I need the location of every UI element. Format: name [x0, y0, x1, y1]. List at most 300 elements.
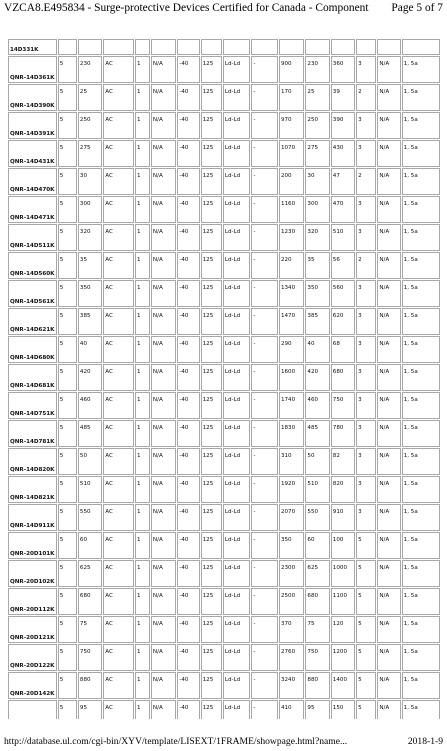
table-cell: - [251, 308, 278, 335]
page-url: http://database.ul.com/cgi-bin/XYV/template/LISEXT/1FRAME/showpage.html?name... [4, 736, 348, 747]
model-cell: QNR-14D471K [8, 196, 57, 223]
table-cell: 5 [356, 700, 376, 719]
table-cell: 1, 5a [402, 196, 440, 223]
model-cell: QNR-14D431K [8, 140, 57, 167]
table-cell: 1, 5a [402, 504, 440, 531]
table-cell: 1, 5a [402, 280, 440, 307]
table-cell: 625 [305, 560, 329, 587]
model-cell: QNR-14D821K [8, 476, 57, 503]
table-cell: 125 [201, 252, 222, 279]
table-cell: 1600 [279, 364, 304, 391]
table-cell: 910 [331, 504, 355, 531]
table-cell: 2 [356, 168, 376, 195]
table-cell: 1 [135, 196, 150, 223]
table-cell: Ld-Ld [223, 252, 251, 279]
table-cell: 5 [58, 672, 77, 699]
table-cell: 35 [78, 252, 102, 279]
table-row [8, 56, 440, 83]
table-cell: 510 [305, 476, 329, 503]
table-cell: 485 [78, 420, 102, 447]
table-cell: 1830 [279, 420, 304, 447]
table-cell: 510 [331, 224, 355, 251]
table-cell: N/A [151, 644, 176, 671]
table-cell: 5 [58, 308, 77, 335]
table-cell: -40 [177, 364, 199, 391]
table-row [8, 336, 440, 363]
table-cell: 390 [331, 112, 355, 139]
table-cell: 3 [356, 420, 376, 447]
table-cell: Ld-Ld [223, 140, 251, 167]
table-cell: 5 [58, 252, 77, 279]
table-cell: 290 [279, 336, 304, 363]
table-cell: N/A [151, 392, 176, 419]
table-cell: 40 [78, 336, 102, 363]
table-cell: 1, 5a [402, 364, 440, 391]
table-cell: 1 [135, 112, 150, 139]
table-row [8, 504, 440, 531]
table-cell: 275 [78, 140, 102, 167]
table-row [8, 392, 440, 419]
table-cell: 1, 5a [402, 420, 440, 447]
table-cell: 1 [135, 504, 150, 531]
model-cell: QNR-20D102K [8, 560, 57, 587]
table-cell: 1 [135, 280, 150, 307]
table-cell: 1, 5a [402, 56, 440, 83]
model-cell [8, 700, 57, 719]
table-row [8, 644, 440, 671]
table-cell: 3 [356, 392, 376, 419]
table-cell: 30 [78, 168, 102, 195]
table-row [8, 364, 440, 391]
table-cell: 1 [135, 336, 150, 363]
table-cell: 1200 [331, 644, 355, 671]
table-cell: 5 [356, 532, 376, 559]
table-cell: 1, 5a [402, 672, 440, 699]
table-cell: 820 [331, 476, 355, 503]
table-cell: N/A [151, 168, 176, 195]
table-cell: N/A [151, 588, 176, 615]
table-cell: Ld-Ld [223, 112, 251, 139]
table-cell: 1, 5a [402, 140, 440, 167]
table-cell: 3 [356, 364, 376, 391]
table-cell: 30 [305, 168, 329, 195]
table-cell: AC [103, 700, 134, 719]
table-cell: -40 [177, 168, 199, 195]
table-cell: AC [103, 168, 134, 195]
table-cell [223, 39, 251, 55]
table-cell: 125 [201, 672, 222, 699]
table-cell: 1 [135, 140, 150, 167]
table-cell: Ld-Ld [223, 168, 251, 195]
table-row [8, 252, 440, 279]
table-cell [135, 39, 150, 55]
table-cell: 5 [58, 168, 77, 195]
table-cell: -40 [177, 644, 199, 671]
table-cell: 1160 [279, 196, 304, 223]
table-cell: 750 [78, 644, 102, 671]
table-cell: 1, 5a [402, 84, 440, 111]
table-cell: 1000 [331, 560, 355, 587]
table-cell: 900 [279, 56, 304, 83]
table-cell: 750 [331, 392, 355, 419]
table-cell: 125 [201, 560, 222, 587]
table-cell: N/A [377, 504, 400, 531]
table-cell: 5 [58, 112, 77, 139]
table-cell: 125 [201, 56, 222, 83]
table-cell: 220 [279, 252, 304, 279]
table-cell: 5 [58, 532, 77, 559]
table-cell: 5 [58, 56, 77, 83]
table-cell [177, 39, 199, 55]
table-cell: - [251, 588, 278, 615]
table-cell: Ld-Ld [223, 588, 251, 615]
table-cell: Ld-Ld [223, 476, 251, 503]
table-cell [58, 39, 77, 55]
table-cell: 275 [305, 140, 329, 167]
table-cell: 780 [331, 420, 355, 447]
table-cell: 125 [201, 364, 222, 391]
table-cell: N/A [151, 84, 176, 111]
table-cell: AC [103, 392, 134, 419]
table-cell: 125 [201, 504, 222, 531]
table-cell: 170 [279, 84, 304, 111]
table-cell: 47 [331, 168, 355, 195]
table-cell: 350 [78, 280, 102, 307]
model-cell: QNR-20D101K [8, 532, 57, 559]
table-cell: 125 [201, 308, 222, 335]
table-cell: N/A [377, 56, 400, 83]
table-cell: 460 [78, 392, 102, 419]
table-cell: N/A [377, 280, 400, 307]
model-cell: QNR-14D820K [8, 448, 57, 475]
table-cell: 5 [58, 196, 77, 223]
table-cell: 5 [58, 364, 77, 391]
table-cell: N/A [151, 448, 176, 475]
table-cell: 125 [201, 448, 222, 475]
table-cell: 2070 [279, 504, 304, 531]
table-cell: Ld-Ld [223, 700, 251, 719]
component-table-container [7, 38, 443, 719]
table-cell: - [251, 112, 278, 139]
table-cell: 5 [356, 588, 376, 615]
table-cell: 1920 [279, 476, 304, 503]
table-cell: N/A [377, 224, 400, 251]
table-cell: N/A [377, 476, 400, 503]
table-cell: 25 [78, 84, 102, 111]
table-cell: 3 [356, 140, 376, 167]
table-cell: N/A [377, 420, 400, 447]
table-cell: 120 [331, 616, 355, 643]
document-title: VZCA8.E495834 - Surge-protective Devices Certified for Canada - Component [4, 2, 369, 14]
table-cell: N/A [377, 308, 400, 335]
table-cell: 60 [78, 532, 102, 559]
print-header [4, 2, 443, 18]
table-cell: 680 [331, 364, 355, 391]
table-cell: -40 [177, 336, 199, 363]
table-cell: N/A [151, 504, 176, 531]
table-cell: -40 [177, 532, 199, 559]
table-cell: 56 [331, 252, 355, 279]
table-cell: N/A [377, 336, 400, 363]
table-cell: 5 [58, 616, 77, 643]
table-cell: AC [103, 644, 134, 671]
table-cell: N/A [151, 56, 176, 83]
table-cell: 1 [135, 532, 150, 559]
table-cell: 5 [58, 420, 77, 447]
table-cell: 3 [356, 224, 376, 251]
table-cell: N/A [377, 672, 400, 699]
table-cell: 310 [279, 448, 304, 475]
table-cell: 5 [356, 560, 376, 587]
table-cell: 250 [305, 112, 329, 139]
table-cell: 2300 [279, 560, 304, 587]
table-cell [279, 39, 304, 55]
table-cell: N/A [377, 168, 400, 195]
table-cell: Ld-Ld [223, 56, 251, 83]
table-cell: 385 [305, 308, 329, 335]
table-cell: 350 [305, 280, 329, 307]
table-cell: - [251, 616, 278, 643]
table-cell: 200 [279, 168, 304, 195]
model-cell: QNR-14D390K [8, 84, 57, 111]
table-cell: AC [103, 672, 134, 699]
table-cell: 750 [305, 644, 329, 671]
table-cell: 620 [331, 308, 355, 335]
table-cell: N/A [151, 616, 176, 643]
table-cell: 40 [305, 336, 329, 363]
table-cell: 485 [305, 420, 329, 447]
table-cell: 125 [201, 224, 222, 251]
table-cell: AC [103, 308, 134, 335]
print-date: 2018-1-9 [407, 736, 443, 747]
table-cell: Ld-Ld [223, 336, 251, 363]
table-cell: 3 [356, 56, 376, 83]
table-cell: N/A [151, 532, 176, 559]
table-row [8, 308, 440, 335]
table-cell: 5 [58, 280, 77, 307]
table-cell: -40 [177, 112, 199, 139]
table-cell: 1, 5a [402, 644, 440, 671]
table-row [8, 588, 440, 615]
model-cell: QNR-20D121K [8, 616, 57, 643]
table-cell: 1 [135, 616, 150, 643]
table-cell: 5 [58, 504, 77, 531]
table-cell: 3240 [279, 672, 304, 699]
model-cell: QNR-14D781K [8, 420, 57, 447]
table-row [8, 616, 440, 643]
table-cell: - [251, 476, 278, 503]
table-cell: - [251, 336, 278, 363]
model-cell: QNR-14D621K [8, 308, 57, 335]
table-cell: 1, 5a [402, 308, 440, 335]
table-row [8, 224, 440, 251]
table-cell: N/A [151, 308, 176, 335]
table-cell: Ld-Ld [223, 392, 251, 419]
table-cell: AC [103, 280, 134, 307]
model-cell: QNR-20D122K [8, 644, 57, 671]
table-cell: AC [103, 196, 134, 223]
table-cell: -40 [177, 476, 199, 503]
table-cell: 3 [356, 504, 376, 531]
table-cell: 75 [78, 616, 102, 643]
table-cell: -40 [177, 280, 199, 307]
table-cell: Ld-Ld [223, 196, 251, 223]
table-cell: 1 [135, 168, 150, 195]
table-cell: -40 [177, 588, 199, 615]
model-cell: QNR-14D681K [8, 364, 57, 391]
page-number: Page 5 of 7 [391, 2, 443, 14]
table-cell: 1, 5a [402, 560, 440, 587]
table-cell: 320 [305, 224, 329, 251]
table-cell: 1400 [331, 672, 355, 699]
table-cell: 2 [356, 252, 376, 279]
table-cell: 68 [331, 336, 355, 363]
table-cell: 1 [135, 700, 150, 719]
table-cell: -40 [177, 700, 199, 719]
table-cell: 1 [135, 560, 150, 587]
table-cell: 150 [331, 700, 355, 719]
table-cell: 2 [356, 84, 376, 111]
table-cell: 880 [78, 672, 102, 699]
table-cell: -40 [177, 308, 199, 335]
model-cell: QNR-14D911K [8, 504, 57, 531]
table-cell: 420 [78, 364, 102, 391]
table-cell: 125 [201, 280, 222, 307]
table-cell: Ld-Ld [223, 364, 251, 391]
table-cell [305, 39, 329, 55]
model-cell: QNR-14D680K [8, 336, 57, 363]
table-cell: N/A [377, 644, 400, 671]
table-cell: -40 [177, 252, 199, 279]
table-cell: 550 [305, 504, 329, 531]
table-cell: 1, 5a [402, 532, 440, 559]
table-cell: 1, 5a [402, 616, 440, 643]
table-cell: 230 [78, 56, 102, 83]
table-cell: - [251, 56, 278, 83]
table-cell: AC [103, 224, 134, 251]
table-cell: Ld-Ld [223, 420, 251, 447]
table-cell: 1 [135, 392, 150, 419]
table-row [8, 420, 440, 447]
table-cell: AC [103, 420, 134, 447]
table-cell: 385 [78, 308, 102, 335]
table-cell: N/A [151, 364, 176, 391]
table-cell: 1, 5a [402, 252, 440, 279]
table-cell: 350 [279, 532, 304, 559]
table-cell: AC [103, 336, 134, 363]
table-cell: -40 [177, 196, 199, 223]
table-row [8, 560, 440, 587]
table-cell: N/A [151, 252, 176, 279]
table-cell: 1 [135, 224, 150, 251]
table-cell: 125 [201, 532, 222, 559]
table-cell: N/A [377, 84, 400, 111]
table-cell [331, 39, 355, 55]
table-cell: - [251, 392, 278, 419]
table-cell: 5 [58, 560, 77, 587]
table-cell: 95 [305, 700, 329, 719]
table-cell: 625 [78, 560, 102, 587]
table-cell [251, 39, 278, 55]
table-cell: 370 [279, 616, 304, 643]
table-cell: 125 [201, 112, 222, 139]
table-cell: N/A [377, 616, 400, 643]
component-table-body [8, 39, 440, 719]
table-cell [402, 39, 440, 55]
table-cell: 1 [135, 308, 150, 335]
table-cell: 230 [305, 56, 329, 83]
table-cell: N/A [377, 532, 400, 559]
table-cell: 1, 5a [402, 448, 440, 475]
table-cell: AC [103, 112, 134, 139]
table-cell: 5 [58, 448, 77, 475]
table-cell: AC [103, 504, 134, 531]
table-cell: 250 [78, 112, 102, 139]
print-footer [4, 736, 443, 748]
table-cell: - [251, 168, 278, 195]
table-cell: AC [103, 532, 134, 559]
table-cell: 510 [78, 476, 102, 503]
table-cell: 320 [78, 224, 102, 251]
table-cell: Ld-Ld [223, 280, 251, 307]
table-cell: - [251, 560, 278, 587]
table-cell: N/A [151, 672, 176, 699]
table-cell: 1, 5a [402, 168, 440, 195]
table-cell: - [251, 644, 278, 671]
table-cell [78, 39, 102, 55]
table-cell: - [251, 420, 278, 447]
table-cell: 300 [305, 196, 329, 223]
model-cell: QNR-14D560K [8, 252, 57, 279]
table-cell [377, 39, 400, 55]
table-cell: 1 [135, 252, 150, 279]
table-cell: 1 [135, 476, 150, 503]
table-cell: 460 [305, 392, 329, 419]
table-cell: 5 [58, 140, 77, 167]
model-cell: QNR-20D142K [8, 672, 57, 699]
table-cell: - [251, 224, 278, 251]
table-row [8, 196, 440, 223]
table-cell: N/A [377, 364, 400, 391]
table-cell: 5 [58, 700, 77, 719]
table-cell: 420 [305, 364, 329, 391]
model-cell: QNR-14D751K [8, 392, 57, 419]
table-cell: 470 [331, 196, 355, 223]
table-cell: 880 [305, 672, 329, 699]
table-cell: N/A [151, 420, 176, 447]
table-cell: 430 [331, 140, 355, 167]
table-cell: - [251, 252, 278, 279]
table-cell: 125 [201, 644, 222, 671]
table-cell: 680 [305, 588, 329, 615]
table-cell: N/A [151, 476, 176, 503]
table-cell: 1 [135, 84, 150, 111]
table-cell: - [251, 504, 278, 531]
table-cell: N/A [151, 560, 176, 587]
table-cell: 5 [58, 588, 77, 615]
table-cell: 1 [135, 672, 150, 699]
table-cell: 5 [356, 672, 376, 699]
table-cell: N/A [377, 140, 400, 167]
table-cell: N/A [377, 448, 400, 475]
table-cell: 1, 5a [402, 392, 440, 419]
table-cell: AC [103, 84, 134, 111]
table-cell: -40 [177, 140, 199, 167]
table-cell: 360 [331, 56, 355, 83]
table-row [8, 532, 440, 559]
table-cell: 5 [58, 476, 77, 503]
table-cell: Ld-Ld [223, 308, 251, 335]
